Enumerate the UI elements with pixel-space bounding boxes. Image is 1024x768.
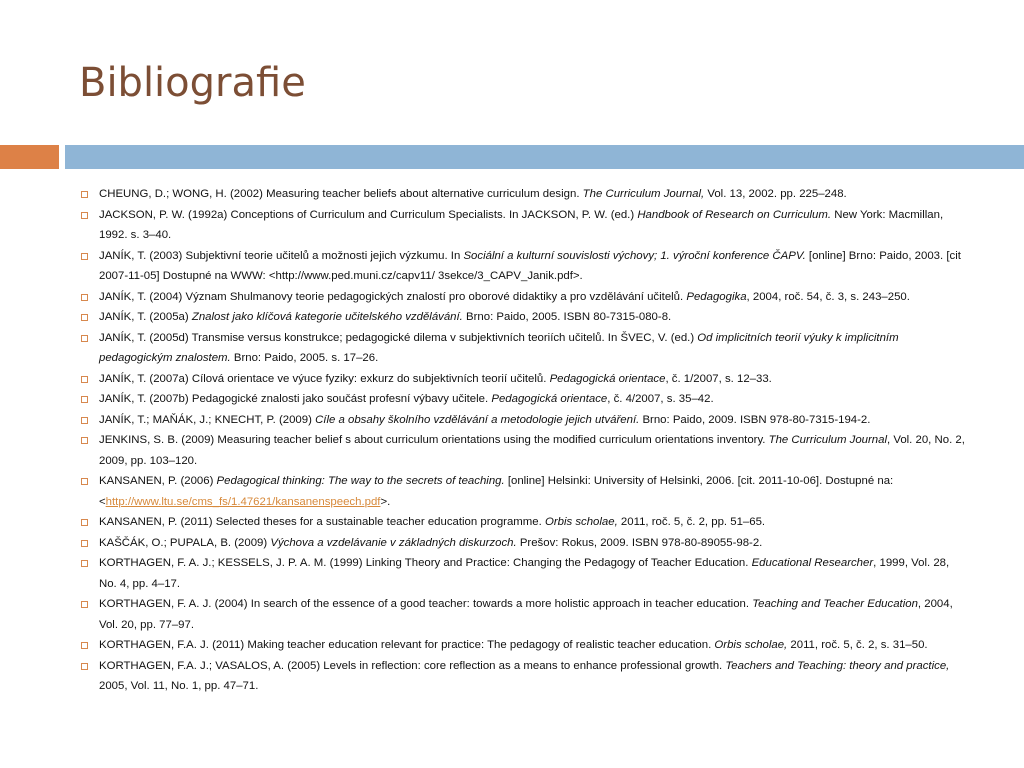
reference-source: Výchova a vzdelávanie v základných diskurzoch. <box>270 536 517 549</box>
square-bullet-icon <box>81 478 88 485</box>
reference-source: Sociální a kulturní souvislosti výchovy; 1. výroční konference ČAPV. <box>463 249 806 262</box>
reference-item <box>78 369 968 390</box>
square-bullet-icon <box>81 663 88 670</box>
reference-text: KANSANEN, P. (2006) <box>99 475 217 487</box>
reference-item <box>78 594 968 635</box>
reference-text: KAŠČÁK, O.; PUPALA, B. (2009) <box>99 536 271 549</box>
reference-item <box>78 512 968 533</box>
reference-details: Brno: Paido, 2005. ISBN 80-7315-080-8. <box>462 311 672 323</box>
reference-details: Vol. 13, 2002. pp. 225–248. <box>704 188 847 200</box>
reference-item <box>78 205 968 246</box>
reference-details: , Vol. 20, No. 2, 2009, pp. 103–120. <box>99 434 965 467</box>
reference-details: 2011, roč. 5, č. 2, pp. 51–65. <box>617 516 766 528</box>
square-bullet-icon <box>81 376 88 383</box>
reference-text: KORTHAGEN, F.A. J. (2011) Making teacher education relevant for practice: The pedagogy of realistic teacher education. <box>99 639 715 651</box>
reference-details: , 2004, roč. 54, č. 3, s. 243–250. <box>746 290 910 303</box>
reference-details: , č. 4/2007, s. 35–42. <box>607 393 714 405</box>
header-bar <box>65 145 1024 169</box>
reference-source: Pedagogika <box>686 290 747 303</box>
reference-text: JANÍK, T. (2005d) Transmise versus konstrukce; pedagogické dilema v subjektivních teoriích učitelů. In ŠVEC, V. (ed.) <box>99 331 698 344</box>
reference-text: JANÍK, T. (2005a) <box>99 311 192 323</box>
reference-details: [online] Brno: Paido, 2003. [cit 2007-11-05] Dostupné na WWW: <http://www.ped.muni.cz/capv11/ 3sekce/3_CAPV_Janik.pdf>. <box>99 249 961 282</box>
reference-item <box>78 533 968 554</box>
reference-text: KANSANEN, P. (2011) Selected theses for a sustainable teacher education programme. <box>99 516 545 528</box>
reference-item <box>78 307 968 328</box>
slide-title: Bibliografie <box>79 60 306 106</box>
reference-details: 2005, Vol. 11, No. 1, pp. 47–71. <box>99 680 259 692</box>
reference-details: [online] Helsinki: University of Helsinki, 2006. [cit. 2011-10-06]. Dostupné na: < <box>99 475 894 508</box>
square-bullet-icon <box>81 294 88 301</box>
reference-text: JANÍK, T. (2007b) Pedagogické znalosti jako součást profesní výbavy učitele. <box>99 393 492 405</box>
reference-source: The Curriculum Journal <box>768 434 888 446</box>
reference-text: JANÍK, T.; MAŇÁK, J.; KNECHT, P. (2009) <box>99 413 316 426</box>
reference-source: Teaching and Teacher Education <box>752 598 918 610</box>
reference-item <box>78 328 968 369</box>
reference-item <box>78 287 968 308</box>
reference-source: Pedagogická orientace <box>549 372 666 385</box>
square-bullet-icon <box>81 437 88 444</box>
reference-details: Brno: Paido, 2005. s. 17–26. <box>230 352 379 364</box>
square-bullet-icon <box>81 519 88 526</box>
reference-item <box>78 184 968 205</box>
reference-text: JACKSON, P. W. (1992a) Conceptions of Curriculum and Curriculum Specialists. In JACKSON, P. W. (ed.) <box>99 208 638 221</box>
square-bullet-icon <box>81 191 88 198</box>
reference-source: Orbis scholae, <box>714 639 788 651</box>
reference-item <box>78 430 968 471</box>
reference-item <box>78 656 968 697</box>
reference-item <box>78 471 968 512</box>
reference-item <box>78 389 968 410</box>
reference-source: Pedagogická orientace <box>491 393 608 405</box>
reference-text: JENKINS, S. B. (2009) Measuring teacher belief s about curriculum orientations using the modified curriculum orientations inventory. <box>99 434 769 446</box>
reference-details: , 1999, Vol. 28, No. 4, pp. 4–17. <box>99 557 950 590</box>
reference-item <box>78 635 968 656</box>
square-bullet-icon <box>81 212 88 219</box>
reference-text: KORTHAGEN, F. A. J.; KESSELS, J. P. A. M. (1999) Linking Theory and Practice: Changing the Pedagogy of Teacher Education. <box>99 557 752 569</box>
square-bullet-icon <box>81 335 88 342</box>
reference-source: The Curriculum Journal, <box>582 188 705 200</box>
square-bullet-icon <box>81 314 88 321</box>
reference-text: JANÍK, T. (2003) Subjektivní teorie učitelů a možnosti jejich výzkumu. In <box>99 249 464 262</box>
accent-bar <box>0 145 59 169</box>
square-bullet-icon <box>81 396 88 403</box>
reference-link[interactable]: http://www.ltu.se/cms_fs/1.47621/kansanenspeech.pdf <box>105 495 381 508</box>
reference-source: Od implicitních teorií výuky k implicitním pedagogickým znalostem. <box>99 331 899 364</box>
reference-list <box>78 184 968 697</box>
reference-item <box>78 410 968 431</box>
square-bullet-icon <box>81 253 88 260</box>
reference-text: CHEUNG, D.; WONG, H. (2002) Measuring teacher beliefs about alternative curriculum design. <box>99 188 583 200</box>
reference-details: Brno: Paido, 2009. ISBN 978-80-7315-194-2. <box>639 413 871 426</box>
reference-details: >. <box>380 495 391 508</box>
reference-details: Prešov: Rokus, 2009. ISBN 978-80-89055-98-2. <box>516 536 763 549</box>
square-bullet-icon <box>81 417 88 424</box>
reference-source: Orbis scholae, <box>544 516 618 528</box>
reference-details: , 2004, Vol. 20, pp. 77–97. <box>99 598 953 631</box>
reference-source: Handbook of Research on Curriculum. <box>637 208 832 221</box>
reference-item <box>78 553 968 594</box>
square-bullet-icon <box>81 560 88 567</box>
reference-source: Znalost jako klíčová kategorie učitelského vzdělávání. <box>191 311 463 323</box>
reference-details: , č. 1/2007, s. 12–33. <box>665 372 772 385</box>
square-bullet-icon <box>81 540 88 547</box>
reference-source: Cíle a obsahy školního vzdělávání a metodologie jejich utváření. <box>315 413 640 426</box>
reference-details: 2011, roč. 5, č. 2, s. 31–50. <box>787 639 928 651</box>
square-bullet-icon <box>81 601 88 608</box>
reference-details: New York: Macmillan, 1992. s. 3–40. <box>99 208 944 241</box>
reference-text: KORTHAGEN, F.A. J.; VASALOS, A. (2005) Levels in reflection: core reflection as a means to enhance professional growth. <box>99 659 726 672</box>
reference-text: JANÍK, T. (2004) Význam Shulmanovy teorie pedagogických znalostí pro oborové didaktiky a pro vzdělávání učitelů. <box>99 290 687 303</box>
reference-text: KORTHAGEN, F. A. J. (2004) In search of the essence of a good teacher: towards a more holistic approach in teacher education. <box>99 598 753 610</box>
square-bullet-icon <box>81 642 88 649</box>
reference-source: Educational Researcher <box>751 557 874 569</box>
reference-source: Teachers and Teaching: theory and practice, <box>725 659 950 672</box>
reference-item <box>78 246 968 287</box>
reference-text: JANÍK, T. (2007a) Cílová orientace ve výuce fyziky: exkurz do subjektivních teorií učitelů. <box>99 372 550 385</box>
reference-source: Pedagogical thinking: The way to the secrets of teaching. <box>216 475 505 487</box>
